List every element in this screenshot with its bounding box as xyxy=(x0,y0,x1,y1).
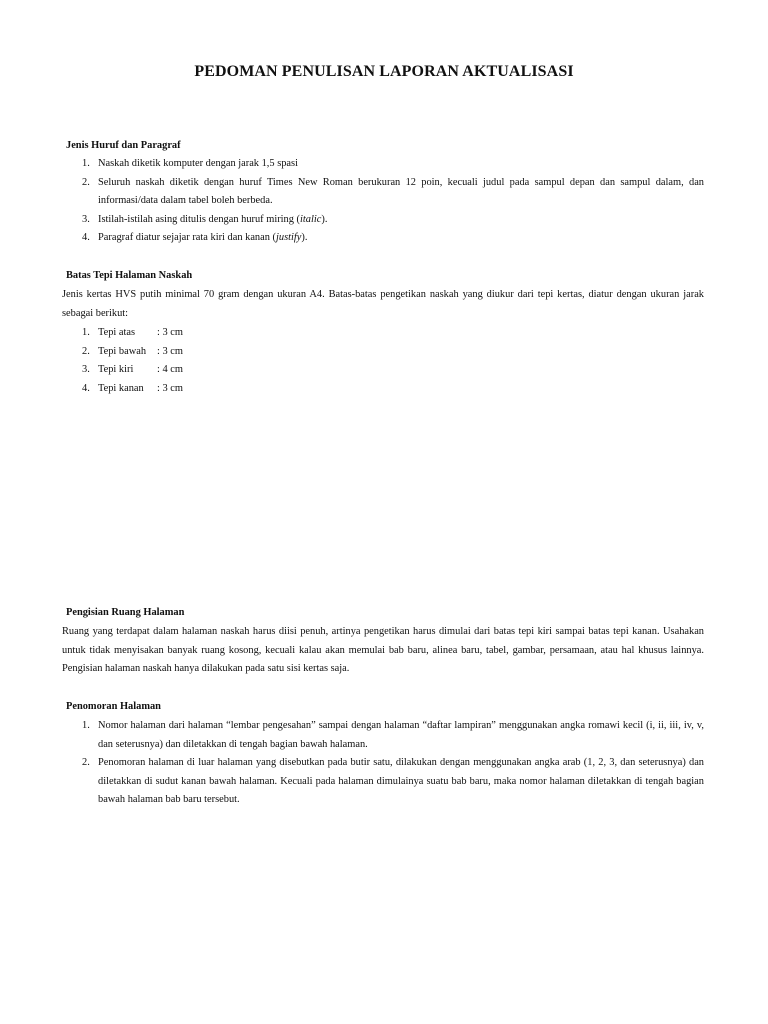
list-text: Seluruh naskah diketik dengan huruf Times New Roman berukuran 12 poin, kecuali judul pada sampul depan dan sampul dalam, dan informasi/data dalam tabel boleh berbeda. xyxy=(98,176,704,206)
margin-value: : 4 cm xyxy=(157,364,183,375)
list-text-post: ). xyxy=(301,232,308,243)
list-item xyxy=(0,361,768,380)
list-item xyxy=(0,754,768,810)
margin-label: Tepi atas xyxy=(98,327,136,338)
list-text xyxy=(98,324,704,343)
list-number: 2. xyxy=(82,176,90,188)
list-number: 1. xyxy=(82,327,90,338)
paragraph-batas-tepi: Jenis kertas HVS putih minimal 70 gram dengan ukuran A4. Batas-batas pengetikan naskah yang diukur dari tepi kertas, diatur dengan ukuran jarak sebagai berikut: xyxy=(62,289,704,319)
margin-value: : 3 cm xyxy=(157,345,183,357)
margin-label: Tepi bawah xyxy=(98,345,147,357)
list-item xyxy=(0,380,768,399)
margin-value: : 3 cm xyxy=(157,327,183,338)
paragraph-pengisian-ruang: Ruang yang terdapat dalam halaman naskah harus diisi penuh, artinya pengetikan harus dimulai dari batas tepi kiri sampai batas tepi kanan. Usahakan untuk tidak menyisakan banyak ruang kosong, kecuali kalau akan memulai bab baru, alinea baru, tabel, gambar, persamaan, atau hal khusus lainnya. Pengisian halaman naskah hanya dilakukan pada satu sisi kertas saja. xyxy=(62,626,704,674)
list-item xyxy=(0,717,768,754)
list-text: Naskah diketik komputer dengan jarak 1,5 spasi xyxy=(98,158,298,169)
list-number: 4. xyxy=(82,232,90,243)
list-text xyxy=(98,380,704,399)
list-text-post: ). xyxy=(321,213,328,225)
margin-value: : 3 cm xyxy=(157,382,183,394)
list-item xyxy=(0,155,768,174)
list-number: 3. xyxy=(82,364,90,375)
section-heading-pengisian-ruang: Pengisian Ruang Halaman xyxy=(66,607,185,618)
list-text: Penomoran halaman di luar halaman yang disebutkan pada butir satu, dilakukan dengan menggunakan angka arab (1, 2, 3, dan seterusnya) dan diletakkan di sudut kanan bawah halaman. Kecuali pada halaman dimulainya suatu bab baru, maka nomor halaman diletakkan di tengah bagian bawah halaman bab baru tersebut. xyxy=(98,757,704,805)
list-number: 1. xyxy=(82,158,90,169)
margin-label: Tepi kanan xyxy=(98,382,144,394)
section-heading-penomoran: Penomoran Halaman xyxy=(66,701,161,712)
list-number: 2. xyxy=(82,345,90,357)
list-item xyxy=(0,174,768,211)
section-heading-batas-tepi: Batas Tepi Halaman Naskah xyxy=(66,270,193,281)
list-item xyxy=(0,343,768,362)
list-number: 3. xyxy=(82,213,90,225)
list-item xyxy=(0,324,768,343)
list-number: 1. xyxy=(82,720,90,731)
list-item xyxy=(0,229,768,248)
list-penomoran xyxy=(0,717,768,810)
list-number: 4. xyxy=(82,382,90,394)
list-text xyxy=(98,361,704,380)
list-jenis-huruf xyxy=(0,155,768,248)
section-heading-jenis-huruf: Jenis Huruf dan Paragraf xyxy=(66,140,181,151)
list-text xyxy=(98,211,704,230)
list-batas-tepi xyxy=(0,324,768,398)
list-number: 2. xyxy=(82,757,90,768)
list-text-pre: Istilah-istilah asing ditulis dengan huruf miring ( xyxy=(98,213,301,225)
list-item xyxy=(0,211,768,230)
list-text: Nomor halaman dari halaman “lembar pengesahan” sampai dengan halaman “daftar lampiran” menggunakan angka romawi kecil (i, ii, iii, iv, v, dan seterusnya) dan diletakkan di tengah bagian bawah halaman. xyxy=(98,720,704,750)
italic-term: italic xyxy=(300,213,322,225)
list-text xyxy=(98,229,704,248)
margin-label: Tepi kiri xyxy=(98,364,134,375)
italic-term: justify xyxy=(276,232,302,243)
document-title: PEDOMAN PENULISAN LAPORAN AKTUALISASI xyxy=(194,63,574,80)
list-text-pre: Paragraf diatur sejajar rata kiri dan kanan ( xyxy=(98,232,276,243)
list-text xyxy=(98,343,704,362)
